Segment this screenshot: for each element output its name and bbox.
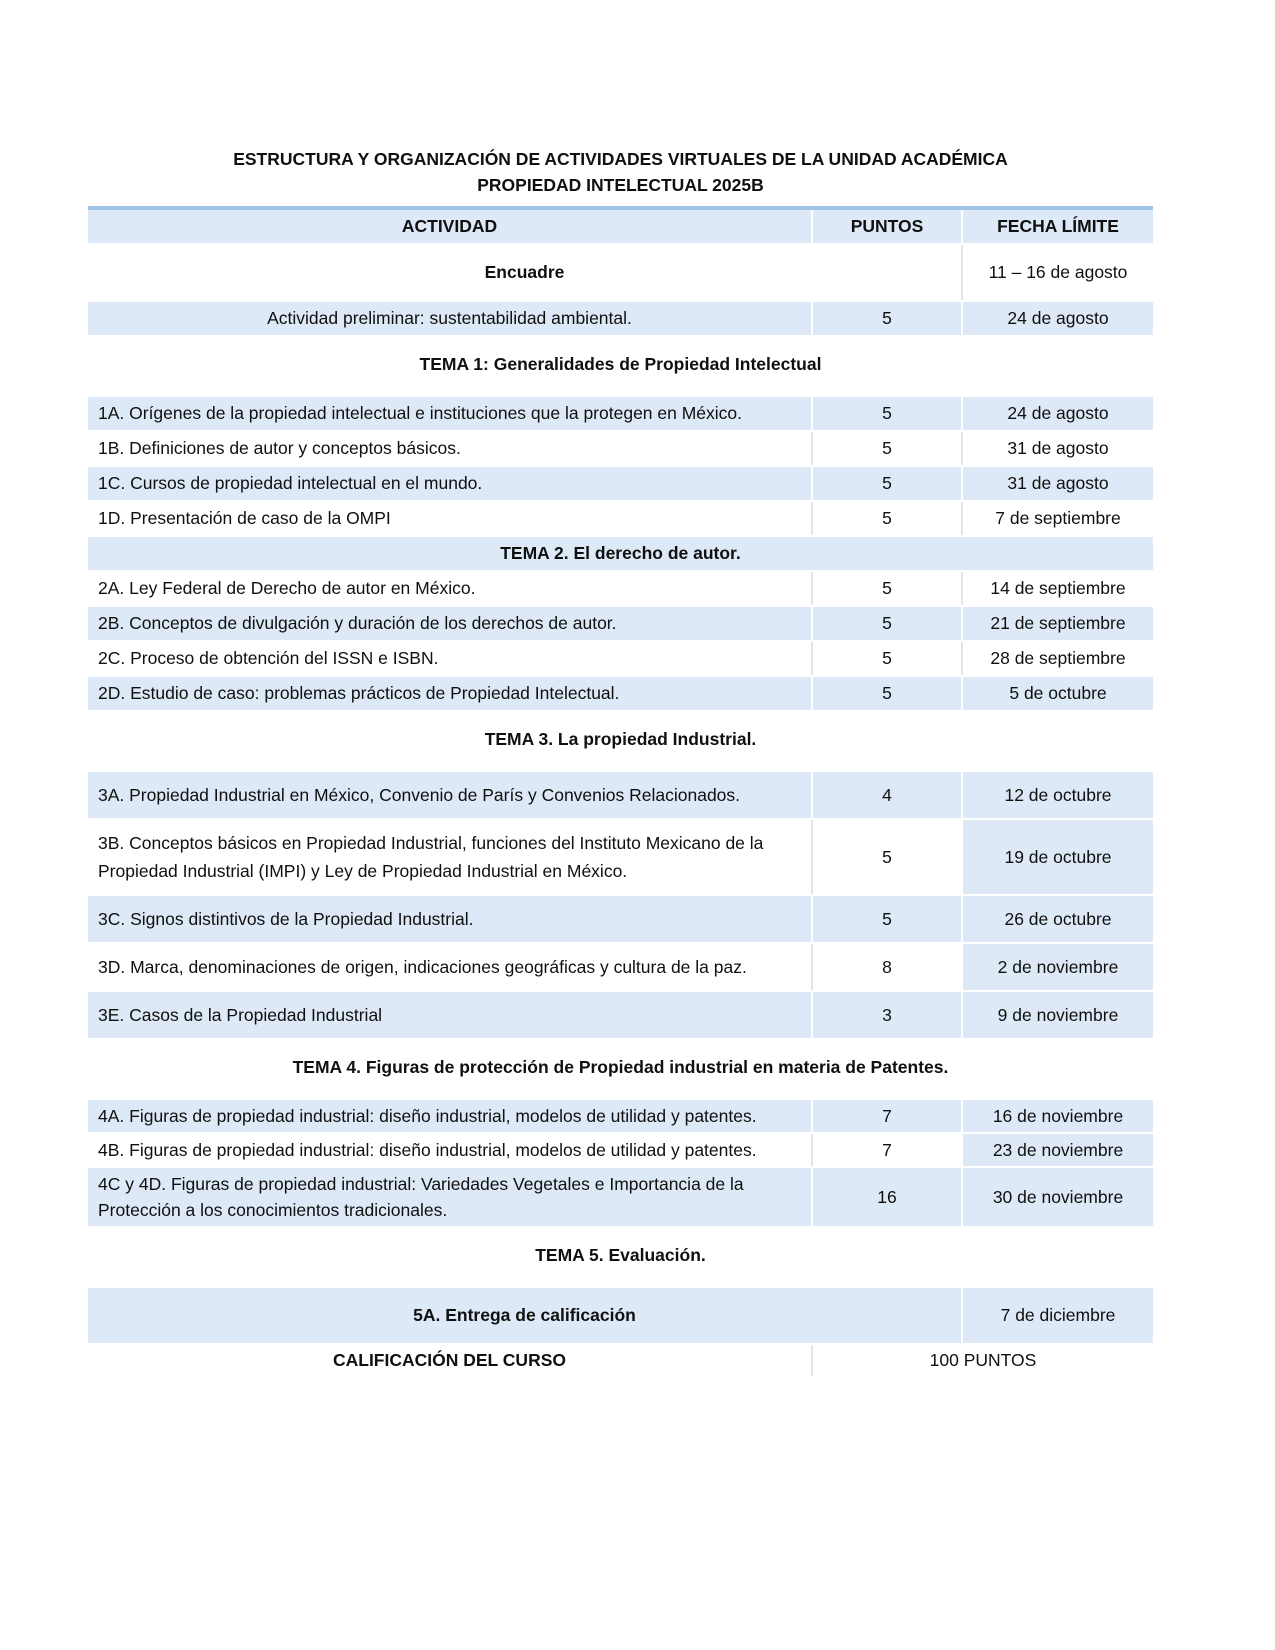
- tema-5-heading: TEMA 5. Evaluación.: [535, 1245, 706, 1265]
- deadline-cell: 16 de noviembre: [962, 1100, 1153, 1133]
- deadline-cell: 12 de octubre: [962, 772, 1153, 819]
- row-1c: [88, 466, 1153, 501]
- activity-cell: 1A. Orígenes de la propiedad intelectual e instituciones que la protegen en México.: [88, 397, 812, 431]
- activity-cell: 3C. Signos distintivos de la Propiedad Industrial.: [88, 895, 812, 943]
- activity-cell: 2D. Estudio de caso: problemas prácticos de Propiedad Intelectual.: [88, 676, 812, 711]
- points-cell: 5: [812, 819, 962, 895]
- points-cell: 16: [812, 1167, 962, 1227]
- deadline-cell: 24 de agosto: [962, 301, 1153, 336]
- deadline-cell: 21 de septiembre: [962, 606, 1153, 641]
- points-cell: 5: [812, 676, 962, 711]
- row-encuadre: [88, 244, 1153, 301]
- row-1a: [88, 397, 1153, 431]
- points-cell: 5: [812, 571, 962, 606]
- deadline-cell: 5 de octubre: [962, 676, 1153, 711]
- points-cell: 4: [812, 772, 962, 819]
- activity-cell: 1B. Definiciones de autor y conceptos básicos.: [88, 431, 812, 466]
- tema-row-title: TEMA 2. El derecho de autor.: [88, 536, 1153, 571]
- activity-cell: 4A. Figuras de propiedad industrial: diseño industrial, modelos de utilidad y patentes.: [88, 1100, 812, 1133]
- row-3a: [88, 772, 1153, 819]
- row-4a: [88, 1100, 1153, 1133]
- course-grade-label-cell: CALIFICACIÓN DEL CURSO: [88, 1344, 812, 1377]
- points-cell: 5: [812, 641, 962, 676]
- deadline-cell: 11 – 16 de agosto: [962, 244, 1153, 301]
- table-intro: [88, 206, 1153, 337]
- points-cell: 7: [812, 1100, 962, 1133]
- deadline-cell: 23 de noviembre: [962, 1133, 1153, 1167]
- row-2d: [88, 676, 1153, 711]
- tema-1-heading: TEMA 1: Generalidades de Propiedad Intelectual: [419, 354, 822, 374]
- deadline-cell: 19 de octubre: [962, 819, 1153, 895]
- row-3d: [88, 943, 1153, 991]
- tema-3-heading: TEMA 3. La propiedad Industrial.: [484, 729, 757, 749]
- activity-cell: 3B. Conceptos básicos en Propiedad Industrial, funciones del Instituto Mexicano de la Propiedad Industrial (IMPI) y Ley de Propiedad Industrial en México.: [88, 819, 812, 895]
- activity-cell: 2C. Proceso de obtención del ISSN e ISBN.: [88, 641, 812, 676]
- column-header-points: PUNTOS: [812, 208, 962, 244]
- points-cell: 5: [812, 431, 962, 466]
- document-content: [88, 146, 1153, 1378]
- deadline-cell: 2 de noviembre: [962, 943, 1153, 991]
- table-tema-3: [88, 772, 1153, 1040]
- deadline-cell: 31 de agosto: [962, 431, 1153, 466]
- points-cell: 3: [812, 991, 962, 1039]
- activity-cell: 2A. Ley Federal de Derecho de autor en México.: [88, 571, 812, 606]
- deadline-cell: 7 de septiembre: [962, 501, 1153, 536]
- row-1b: [88, 431, 1153, 466]
- activity-cell: 3D. Marca, denominaciones de origen, indicaciones geográficas y cultura de la paz.: [88, 943, 812, 991]
- points-cell: 5: [812, 397, 962, 431]
- activity-cell: 5A. Entrega de calificación: [88, 1288, 962, 1344]
- deadline-cell: 31 de agosto: [962, 466, 1153, 501]
- row-actividad-preliminar: [88, 301, 1153, 336]
- points-cell: 7: [812, 1133, 962, 1167]
- document-title-line-1: ESTRUCTURA Y ORGANIZACIÓN DE ACTIVIDADES VIRTUALES DE LA UNIDAD ACADÉMICA: [233, 149, 1008, 169]
- column-header-deadline: FECHA LÍMITE: [962, 208, 1153, 244]
- activity-cell: Actividad preliminar: sustentabilidad ambiental.: [88, 301, 812, 336]
- points-cell: 5: [812, 466, 962, 501]
- deadline-cell: 9 de noviembre: [962, 991, 1153, 1039]
- points-cell: 5: [812, 501, 962, 536]
- activity-cell: 1D. Presentación de caso de la OMPI: [88, 501, 812, 536]
- row-2b: [88, 606, 1153, 641]
- deadline-cell: 14 de septiembre: [962, 571, 1153, 606]
- tema-4-heading: TEMA 4. Figuras de protección de Propiedad industrial en materia de Patentes.: [292, 1057, 949, 1077]
- activity-cell: 2B. Conceptos de divulgación y duración de los derechos de autor.: [88, 606, 812, 641]
- table-tema-5: [88, 1288, 1153, 1378]
- activity-cell: 4C y 4D. Figuras de propiedad industrial: Variedades Vegetales e Importancia de la Protección a los conocimientos tradicionales.: [88, 1167, 812, 1227]
- deadline-cell: 26 de octubre: [962, 895, 1153, 943]
- activity-cell: 3E. Casos de la Propiedad Industrial: [88, 991, 812, 1039]
- deadline-cell: 30 de noviembre: [962, 1167, 1153, 1227]
- course-grade-value-cell: 100 PUNTOS: [812, 1344, 1153, 1377]
- row-3c: [88, 895, 1153, 943]
- document-title-line-2: PROPIEDAD INTELECTUAL 2025B: [477, 175, 764, 195]
- row-tema-2-title: [88, 536, 1153, 571]
- points-cell: 5: [812, 895, 962, 943]
- deadline-cell: 28 de septiembre: [962, 641, 1153, 676]
- deadline-cell: 24 de agosto: [962, 397, 1153, 431]
- table-tema-1-2: [88, 397, 1153, 712]
- row-5a: [88, 1288, 1153, 1344]
- column-header-activity: ACTIVIDAD: [88, 208, 812, 244]
- row-3e: [88, 991, 1153, 1039]
- points-cell: 5: [812, 301, 962, 336]
- activity-cell: 1C. Cursos de propiedad intelectual en el mundo.: [88, 466, 812, 501]
- row-2c: [88, 641, 1153, 676]
- deadline-cell: 7 de diciembre: [962, 1288, 1153, 1344]
- row-4c-4d: [88, 1167, 1153, 1227]
- row-calificacion-curso: [88, 1344, 1153, 1377]
- activity-cell: 4B. Figuras de propiedad industrial: diseño industrial, modelos de utilidad y patentes.: [88, 1133, 812, 1167]
- row-4b: [88, 1133, 1153, 1167]
- schedule-sections: [88, 206, 1153, 1378]
- document-title: [88, 146, 1153, 198]
- activity-cell: 3A. Propiedad Industrial en México, Convenio de París y Convenios Relacionados.: [88, 772, 812, 819]
- table-header-row: [88, 208, 1153, 244]
- activity-cell: Encuadre: [88, 244, 962, 301]
- row-1d: [88, 501, 1153, 536]
- row-2a: [88, 571, 1153, 606]
- points-cell: 8: [812, 943, 962, 991]
- table-tema-4: [88, 1100, 1153, 1228]
- row-3b: [88, 819, 1153, 895]
- points-cell: 5: [812, 606, 962, 641]
